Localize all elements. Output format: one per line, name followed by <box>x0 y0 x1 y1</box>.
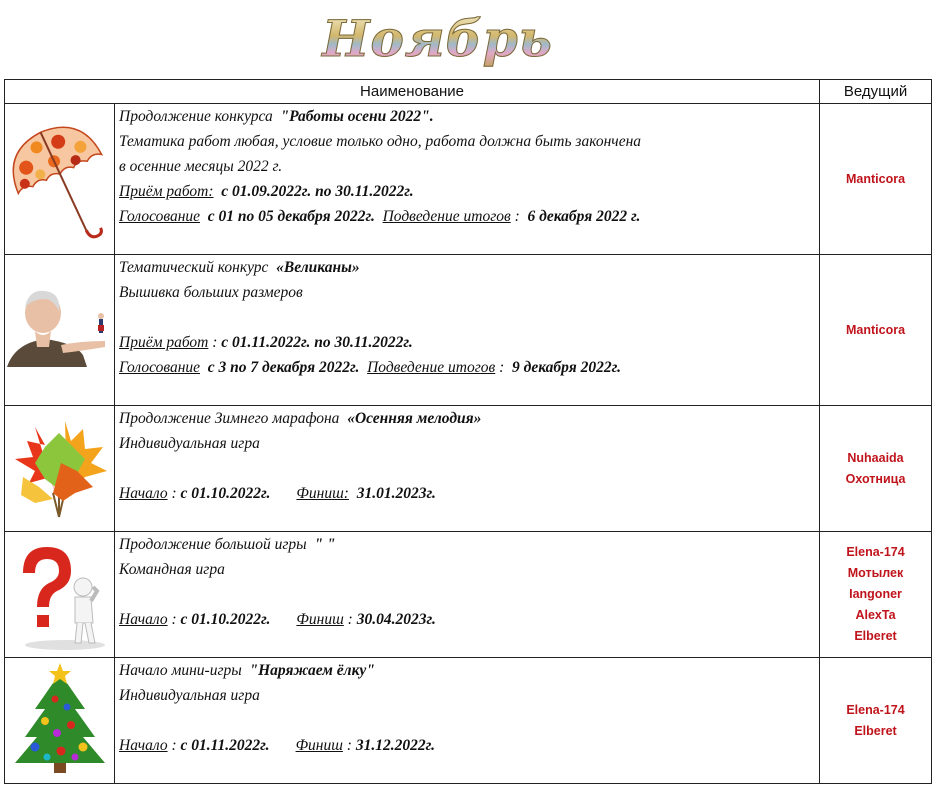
column-header-host: Ведущий <box>820 80 932 104</box>
game-kind: Командная игра <box>119 561 225 578</box>
table-row <box>5 406 932 532</box>
umbrella-icon <box>5 104 115 254</box>
submission-label: Приём работ <box>119 334 209 351</box>
finish-label: Финиш <box>296 611 344 628</box>
row-description: Продолжение Зимнего марафона «Осенняя мелодия» Индивидуальная игра Начало : с 01.10.2022г. Финиш: 31.01.2023г. <box>115 406 820 532</box>
voting-label: Голосование <box>119 208 201 225</box>
events-table <box>4 79 932 784</box>
header <box>0 0 935 80</box>
finish-date: 31.12.2022г. <box>355 737 435 754</box>
contest-title: " " <box>314 536 336 553</box>
host-name: Manticora <box>845 322 906 337</box>
host-name: Manticora <box>845 171 906 186</box>
host-name: Охотница <box>845 471 906 486</box>
submission-dates: с 01.11.2022г. по 30.11.2022г. <box>221 334 413 351</box>
host-name: Elberet <box>854 629 897 643</box>
host-cell <box>820 532 932 658</box>
column-header-name: Наименование <box>5 80 820 104</box>
voting-label: Голосование <box>119 359 201 376</box>
page-title: Ноябрь <box>322 8 553 68</box>
table-row <box>5 532 932 658</box>
host-name: Iangoner <box>849 587 902 601</box>
voting-dates: с 01 по 05 декабря 2022г. <box>207 208 375 225</box>
results-date: 6 декабря 2022 г. <box>527 208 641 225</box>
start-label: Начало <box>119 485 168 502</box>
contest-type: Продолжение конкурса <box>119 108 273 125</box>
host-name: Nuhaaida <box>847 450 904 465</box>
table-row <box>5 658 932 784</box>
row-description: Продолжение большой игры " " Командная игра Начало : с 01.10.2022г. Финиш : 30.04.2023г. <box>115 532 820 658</box>
submission-dates: с 01.09.2022г. по 30.11.2022г. <box>221 183 414 200</box>
start-label: Начало <box>119 737 168 754</box>
contest-type: Тематический конкурс <box>119 259 269 276</box>
host-name: Мотылек <box>847 566 904 580</box>
host-cell <box>820 658 932 784</box>
contest-type: Продолжение Зимнего марафона <box>119 410 340 427</box>
results-label: Подведение итогов <box>367 359 496 376</box>
contest-theme: Вышивка больших размеров <box>119 284 303 301</box>
submission-label: Приём работ: <box>119 183 214 200</box>
start-label: Начало <box>119 611 168 628</box>
start-date: с 01.10.2022г. <box>180 485 271 502</box>
contest-theme: Тематика работ любая, условие только одно, работа должна быть закончена <box>119 133 642 150</box>
table-row <box>5 255 932 406</box>
start-date: с 01.11.2022г. <box>180 737 270 754</box>
maple-leaves-icon <box>5 407 115 531</box>
table-row <box>5 104 932 255</box>
contest-title: «Осенняя мелодия» <box>347 410 482 427</box>
game-kind: Индивидуальная игра <box>119 687 260 704</box>
row-image-cell <box>5 532 115 658</box>
contest-type: Продолжение большой игры <box>119 536 307 553</box>
game-kind: Индивидуальная игра <box>119 435 260 452</box>
voting-dates: с 3 по 7 декабря 2022г. <box>207 359 360 376</box>
contest-title: "Работы осени 2022". <box>280 108 434 125</box>
row-description: Тематический конкурс «Великаны» Вышивка больших размеров Приём работ : с 01.11.2022г. по 30.11.2022г. Голосование с 3 по 7 декабря 2022г. Подведение итогов : 9 декабря 2022г. <box>115 255 820 406</box>
christmas-tree-icon <box>5 659 115 783</box>
contest-title: «Великаны» <box>276 259 360 276</box>
row-image-cell <box>5 255 115 406</box>
contest-type: Начало мини-игры <box>119 662 242 679</box>
finish-label: Финиш: <box>296 485 349 502</box>
host-cell <box>820 255 932 406</box>
row-image-cell <box>5 104 115 255</box>
host-cell <box>820 104 932 255</box>
finish-date: 30.04.2023г. <box>356 611 436 628</box>
row-image-cell <box>5 406 115 532</box>
host-name: AlexTa <box>855 608 896 622</box>
contest-title: "Наряжаем ёлку" <box>249 662 375 679</box>
results-date: 9 декабря 2022г. <box>512 359 621 376</box>
giant-man-icon <box>5 255 115 405</box>
finish-date: 31.01.2023г. <box>356 485 436 502</box>
host-cell <box>820 406 932 532</box>
row-description: Начало мини-игры "Наряжаем ёлку" Индивидуальная игра Начало : с 01.11.2022г. Финиш : 31.12.2022г. <box>115 658 820 784</box>
contest-condition: в осенние месяцы 2022 г. <box>119 158 283 175</box>
row-image-cell <box>5 658 115 784</box>
row-description: Продолжение конкурса "Работы осени 2022". Тематика работ любая, условие только одно, работа должна быть закончена в осенние месяцы 2022 г. Приём работ: с 01.09.2022г. по 30.11.2022г. Голосование с 01 по 05 декабря 2022г. Подведение итогов : 6 декабря 2022 г. <box>115 104 820 255</box>
start-date: с 01.10.2022г. <box>180 611 271 628</box>
host-name: Elena-174 <box>846 702 905 717</box>
host-name: Elberet <box>854 723 897 738</box>
table-header-row <box>5 80 932 104</box>
finish-label: Финиш <box>295 737 343 754</box>
host-name: Elena-174 <box>846 545 905 559</box>
question-mark-icon <box>5 533 115 657</box>
results-label: Подведение итогов <box>382 208 511 225</box>
